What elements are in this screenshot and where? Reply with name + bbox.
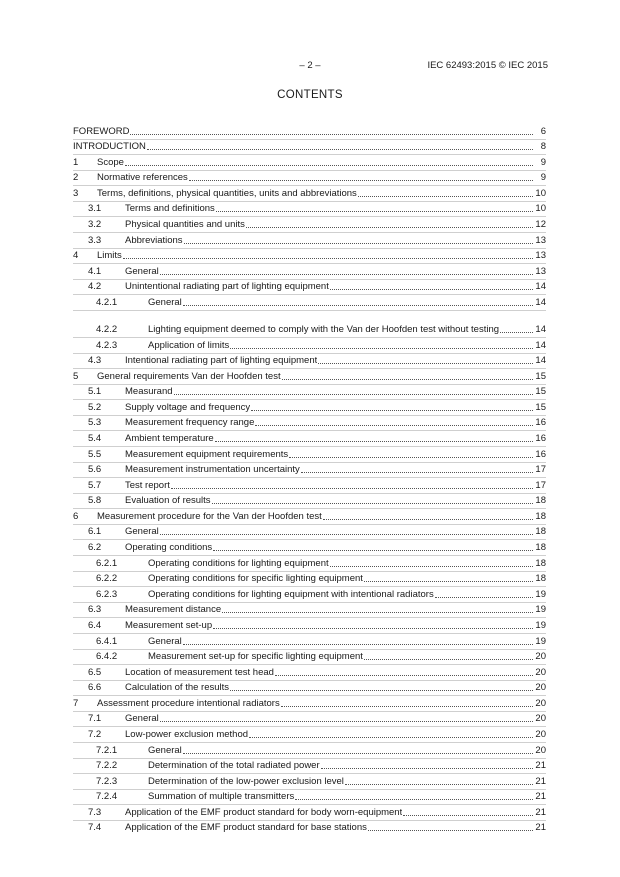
toc-entry-number: 4.2.2: [96, 323, 118, 335]
toc-entry-title: Measurement procedure for the Van der Hoofden test: [97, 510, 322, 522]
dot-leader: [147, 149, 533, 150]
toc-entry-number: 4.2.3: [96, 339, 118, 351]
toc-entry-page: 6: [540, 125, 546, 137]
toc-entry[interactable]: [73, 617, 546, 633]
toc-entry-page: 10: [535, 187, 546, 199]
toc-entry[interactable]: [73, 232, 546, 248]
toc-entry-number: 4.1: [88, 265, 102, 277]
toc-entry[interactable]: [73, 508, 546, 524]
dot-leader: [281, 706, 533, 707]
dot-leader: [174, 394, 533, 395]
toc-entry-number: 6.2.3: [96, 588, 118, 600]
toc-entry-number: 7.2: [88, 728, 102, 740]
toc-entry-number: 5.7: [88, 479, 102, 491]
toc-entry-title: Physical quantities and units: [125, 219, 245, 231]
toc-entry-page: 9: [540, 172, 546, 184]
toc-entry-number: 6.4: [88, 619, 102, 631]
toc-entry-page: 17: [535, 464, 546, 476]
dot-leader: [130, 134, 533, 135]
dot-leader: [160, 534, 533, 535]
toc-entry-number: 3.3: [88, 234, 102, 246]
toc-entry-title: Limits: [97, 250, 122, 262]
standard-reference: IEC 62493:2015 © IEC 2015: [427, 60, 548, 71]
toc-entry[interactable]: [73, 773, 546, 789]
toc-entry-page: 14: [535, 339, 546, 351]
toc-entry[interactable]: [73, 430, 546, 446]
toc-entry[interactable]: [73, 664, 546, 680]
toc-entry-page: 18: [535, 510, 546, 522]
toc-entry-number: 6.2.1: [96, 557, 118, 569]
toc-entry[interactable]: [73, 294, 546, 310]
toc-entry-title: Ambient temperature: [125, 432, 214, 444]
toc-entry-number: 5.4: [88, 432, 102, 444]
toc-entry-number: 6.4.2: [96, 651, 118, 663]
toc-entry-page: 14: [535, 296, 546, 308]
toc-entry-page: 18: [535, 495, 546, 507]
dot-leader: [246, 227, 533, 228]
toc-entry-page: 20: [535, 728, 546, 740]
toc-entry-number: 3: [73, 187, 79, 199]
toc-entry-number: 7.2.2: [96, 760, 118, 772]
toc-entry-number: 5.1: [88, 386, 102, 398]
toc-entry-title: Normative references: [97, 172, 188, 184]
toc-entry-title: Measurement instrumentation uncertainty: [125, 464, 300, 476]
toc-entry-title: Determination of the low-power exclusion level: [148, 775, 344, 787]
toc-entry-number: 3.1: [88, 203, 102, 215]
toc-entry-number: 7.2.1: [96, 744, 118, 756]
toc-entry[interactable]: [73, 446, 546, 462]
toc-entry[interactable]: [73, 758, 546, 774]
toc-entry-number: 4.3: [88, 355, 102, 367]
toc-entry-page: 21: [535, 760, 546, 772]
toc-entry-title: INTRODUCTION: [73, 141, 146, 153]
toc-entry[interactable]: [73, 695, 546, 711]
toc-entry[interactable]: [73, 368, 546, 384]
dot-leader: [160, 274, 533, 275]
dot-leader: [160, 721, 533, 722]
toc-entry-number: 7.2.3: [96, 775, 118, 787]
toc-entry-page: 9: [540, 156, 546, 168]
dot-leader: [216, 211, 533, 212]
dot-leader: [321, 768, 533, 769]
toc-entry-number: 7.1: [88, 713, 102, 725]
toc-entry[interactable]: [73, 201, 546, 217]
toc-entry-page: 20: [535, 666, 546, 678]
toc-entry-title: Test report: [125, 479, 170, 491]
contents-title: CONTENTS: [277, 89, 343, 101]
toc-entry-title: Scope: [97, 156, 124, 168]
dot-leader: [289, 457, 533, 458]
toc-entry-number: 5.6: [88, 464, 102, 476]
toc-entry-page: 20: [535, 682, 546, 694]
toc-entry-number: 4.2.1: [96, 296, 118, 308]
toc-entry[interactable]: [73, 571, 546, 587]
toc-entry-title: Determination of the total radiated power: [148, 760, 320, 772]
dot-leader: [275, 675, 533, 676]
toc-entry-title: General: [148, 296, 182, 308]
toc-entry[interactable]: [73, 279, 546, 295]
toc-entry-title: Intentional radiating part of lighting equipment: [125, 355, 318, 367]
toc-entry[interactable]: [73, 123, 546, 139]
toc-entry-number: 6: [73, 510, 79, 522]
toc-entry-number: 6.3: [88, 604, 102, 616]
toc-entry[interactable]: [73, 462, 546, 478]
toc-entry-title: Measurement distance: [125, 604, 222, 616]
toc-entry-number: 5.8: [88, 495, 102, 507]
toc-entry-page: 15: [535, 370, 546, 382]
toc-entry-number: 5: [73, 370, 79, 382]
toc-entry-title: Measurement set-up for specific lighting equipment: [148, 651, 363, 663]
dot-leader: [282, 379, 533, 380]
toc-entry[interactable]: [73, 310, 546, 337]
dot-leader: [323, 519, 533, 520]
toc-entry-page: 12: [535, 219, 546, 231]
toc-entry-title: Unintentional radiating part of lighting equipment: [125, 281, 329, 293]
toc-entry-page: 21: [535, 775, 546, 787]
toc-entry[interactable]: [73, 139, 546, 155]
toc-entry-page: 16: [535, 448, 546, 460]
dot-leader: [358, 196, 533, 197]
toc-entry[interactable]: [73, 216, 546, 232]
toc-entry-number: 7.4: [88, 822, 102, 834]
toc-entry[interactable]: [73, 477, 546, 493]
toc-entry[interactable]: [73, 633, 546, 649]
toc-entry-page: 14: [535, 281, 546, 293]
dot-leader: [213, 628, 533, 629]
dot-leader: [123, 258, 533, 259]
toc-entry-title: Supply voltage and frequency: [125, 401, 251, 413]
dot-leader: [364, 659, 533, 660]
toc-entry-number: 1: [73, 156, 79, 168]
toc-entry[interactable]: [73, 820, 546, 836]
toc-entry-number: 2: [73, 172, 79, 184]
toc-entry-page: 14: [535, 323, 546, 335]
dot-leader: [403, 815, 533, 816]
toc-entry-title: Application of the EMF product standard for base stations: [125, 822, 367, 834]
toc-entry-page: 15: [535, 386, 546, 398]
toc-entry-page: 17: [535, 479, 546, 491]
dot-leader: [255, 425, 533, 426]
toc-entry-title: Calculation of the results: [125, 682, 230, 694]
toc-entry[interactable]: [73, 742, 546, 758]
dot-leader: [213, 550, 533, 551]
toc-entry-page: 13: [535, 250, 546, 262]
toc-entry[interactable]: [73, 555, 546, 571]
toc-entry[interactable]: [73, 539, 546, 555]
toc-entry-number: 7.3: [88, 806, 102, 818]
dot-leader: [125, 165, 533, 166]
toc-entry[interactable]: [73, 154, 546, 170]
toc-entry-title: Operating conditions for lighting equipment: [148, 557, 329, 569]
toc-entry-title: Abbreviations: [125, 234, 183, 246]
toc-entry[interactable]: [73, 602, 546, 618]
toc-entry-title: Operating conditions for specific lighting equipment: [148, 573, 363, 585]
toc-entry-page: 19: [535, 619, 546, 631]
dot-leader: [215, 441, 533, 442]
dot-leader: [183, 753, 533, 754]
toc-entry-title: General: [125, 526, 159, 538]
dot-leader: [301, 472, 533, 473]
toc-entry-title: Summation of multiple transmitters: [148, 791, 295, 803]
toc-entry-number: 6.2.2: [96, 573, 118, 585]
toc-entry-title: Measurement equipment requirements: [125, 448, 289, 460]
toc-entry[interactable]: [73, 680, 546, 696]
toc-entry[interactable]: [73, 586, 546, 602]
toc-entry-number: 6.1: [88, 526, 102, 538]
toc-entry-title: FOREWORD: [73, 125, 130, 137]
dot-leader: [184, 243, 533, 244]
toc-entry-page: 19: [535, 635, 546, 647]
toc-entry-page: 20: [535, 697, 546, 709]
dot-leader: [500, 332, 533, 333]
dot-leader: [251, 410, 533, 411]
dot-leader: [364, 581, 533, 582]
toc-entry-page: 8: [540, 141, 546, 153]
dot-leader: [230, 348, 533, 349]
dot-leader: [318, 363, 533, 364]
toc-entry-number: 5.2: [88, 401, 102, 413]
toc-entry-title: General: [148, 744, 182, 756]
toc-entry-title: Location of measurement test head: [125, 666, 274, 678]
toc-entry[interactable]: [73, 399, 546, 415]
toc-entry[interactable]: [73, 726, 546, 742]
toc-entry-page: 21: [535, 822, 546, 834]
dot-leader: [345, 784, 533, 785]
toc-entry-page: 16: [535, 432, 546, 444]
dot-leader: [183, 305, 533, 306]
toc-entry-number: 6.4.1: [96, 635, 118, 647]
toc-entry[interactable]: [73, 337, 546, 353]
toc-entry-number: 6.5: [88, 666, 102, 678]
toc-entry-title: General: [125, 713, 159, 725]
toc-entry-title: Measurement set-up: [125, 619, 213, 631]
toc-entry-number: 5.5: [88, 448, 102, 460]
toc-entry-title: General: [125, 265, 159, 277]
dot-leader: [171, 488, 533, 489]
toc-entry-number: 7.2.4: [96, 791, 118, 803]
dot-leader: [222, 612, 533, 613]
toc-entry-title: Low-power exclusion method: [125, 728, 249, 740]
toc-entry-title: Evaluation of results: [125, 495, 211, 507]
toc-entry[interactable]: [73, 493, 546, 509]
toc-entry-title: Terms and definitions: [125, 203, 215, 215]
toc-entry-number: 6.6: [88, 682, 102, 694]
toc-entry-number: 4.2: [88, 281, 102, 293]
toc-entry-title: Operating conditions: [125, 542, 213, 554]
dot-leader: [330, 289, 533, 290]
toc-entry-page: 18: [535, 526, 546, 538]
toc-entry-page: 15: [535, 401, 546, 413]
dot-leader: [295, 799, 533, 800]
toc-entry[interactable]: [73, 263, 546, 279]
toc-entry-page: 20: [535, 713, 546, 725]
toc-entry-title: Lighting equipment deemed to comply with the Van der Hoofden test without testing: [148, 323, 500, 335]
toc-entry[interactable]: [73, 649, 546, 665]
toc-entry-title: General: [148, 635, 182, 647]
toc-entry-page: 20: [535, 651, 546, 663]
toc-entry[interactable]: [73, 170, 546, 186]
toc-entry-page: 18: [535, 573, 546, 585]
dot-leader: [212, 503, 533, 504]
toc-entry-page: 19: [535, 604, 546, 616]
toc-entry-page: 19: [535, 588, 546, 600]
toc-entry-number: 6.2: [88, 542, 102, 554]
toc-entry[interactable]: [73, 353, 546, 369]
dot-leader: [330, 566, 533, 567]
toc-entry[interactable]: [73, 185, 546, 201]
toc-entry[interactable]: [73, 804, 546, 820]
toc-entry-page: 21: [535, 791, 546, 803]
page-number: – 2 –: [299, 60, 321, 71]
toc-entry-number: 5.3: [88, 417, 102, 429]
toc-entry[interactable]: [73, 415, 546, 431]
toc-entry-title: Assessment procedure intentional radiators: [97, 697, 280, 709]
toc-entry[interactable]: [73, 248, 546, 264]
toc-entry[interactable]: [73, 524, 546, 540]
dot-leader: [435, 597, 533, 598]
toc-entry[interactable]: [73, 384, 546, 400]
dot-leader: [230, 690, 533, 691]
dot-leader: [368, 830, 533, 831]
toc-entry-page: 13: [535, 234, 546, 246]
toc-entry-page: 20: [535, 744, 546, 756]
toc-entry-page: 10: [535, 203, 546, 215]
toc-entry-title: Application of the EMF product standard for body worn-equipment: [125, 806, 403, 818]
dot-leader: [183, 644, 533, 645]
toc-entry-title: Application of limits: [148, 339, 230, 351]
toc-entry-title: Measurand: [125, 386, 173, 398]
toc-entry-page: 14: [535, 355, 546, 367]
toc-entry[interactable]: [73, 711, 546, 727]
toc-entry-page: 18: [535, 557, 546, 569]
toc-entry-page: 13: [535, 265, 546, 277]
toc-entry-title: Operating conditions for lighting equipment with intentional radiators: [148, 588, 434, 600]
toc-entry-number: 4: [73, 250, 79, 262]
dot-leader: [189, 180, 533, 181]
dot-leader: [249, 737, 533, 738]
toc-entry-number: 7: [73, 697, 79, 709]
toc-entry-title: General requirements Van der Hoofden test: [97, 370, 281, 382]
toc-entry-page: 21: [535, 806, 546, 818]
toc-entry-title: Terms, definitions, physical quantities, units and abbreviations: [97, 187, 357, 199]
toc-entry-title: Measurement frequency range: [125, 417, 255, 429]
toc-entry-page: 18: [535, 542, 546, 554]
toc-entry-number: 3.2: [88, 219, 102, 231]
table-of-contents: [73, 123, 546, 835]
toc-entry-page: 16: [535, 417, 546, 429]
toc-entry[interactable]: [73, 789, 546, 805]
